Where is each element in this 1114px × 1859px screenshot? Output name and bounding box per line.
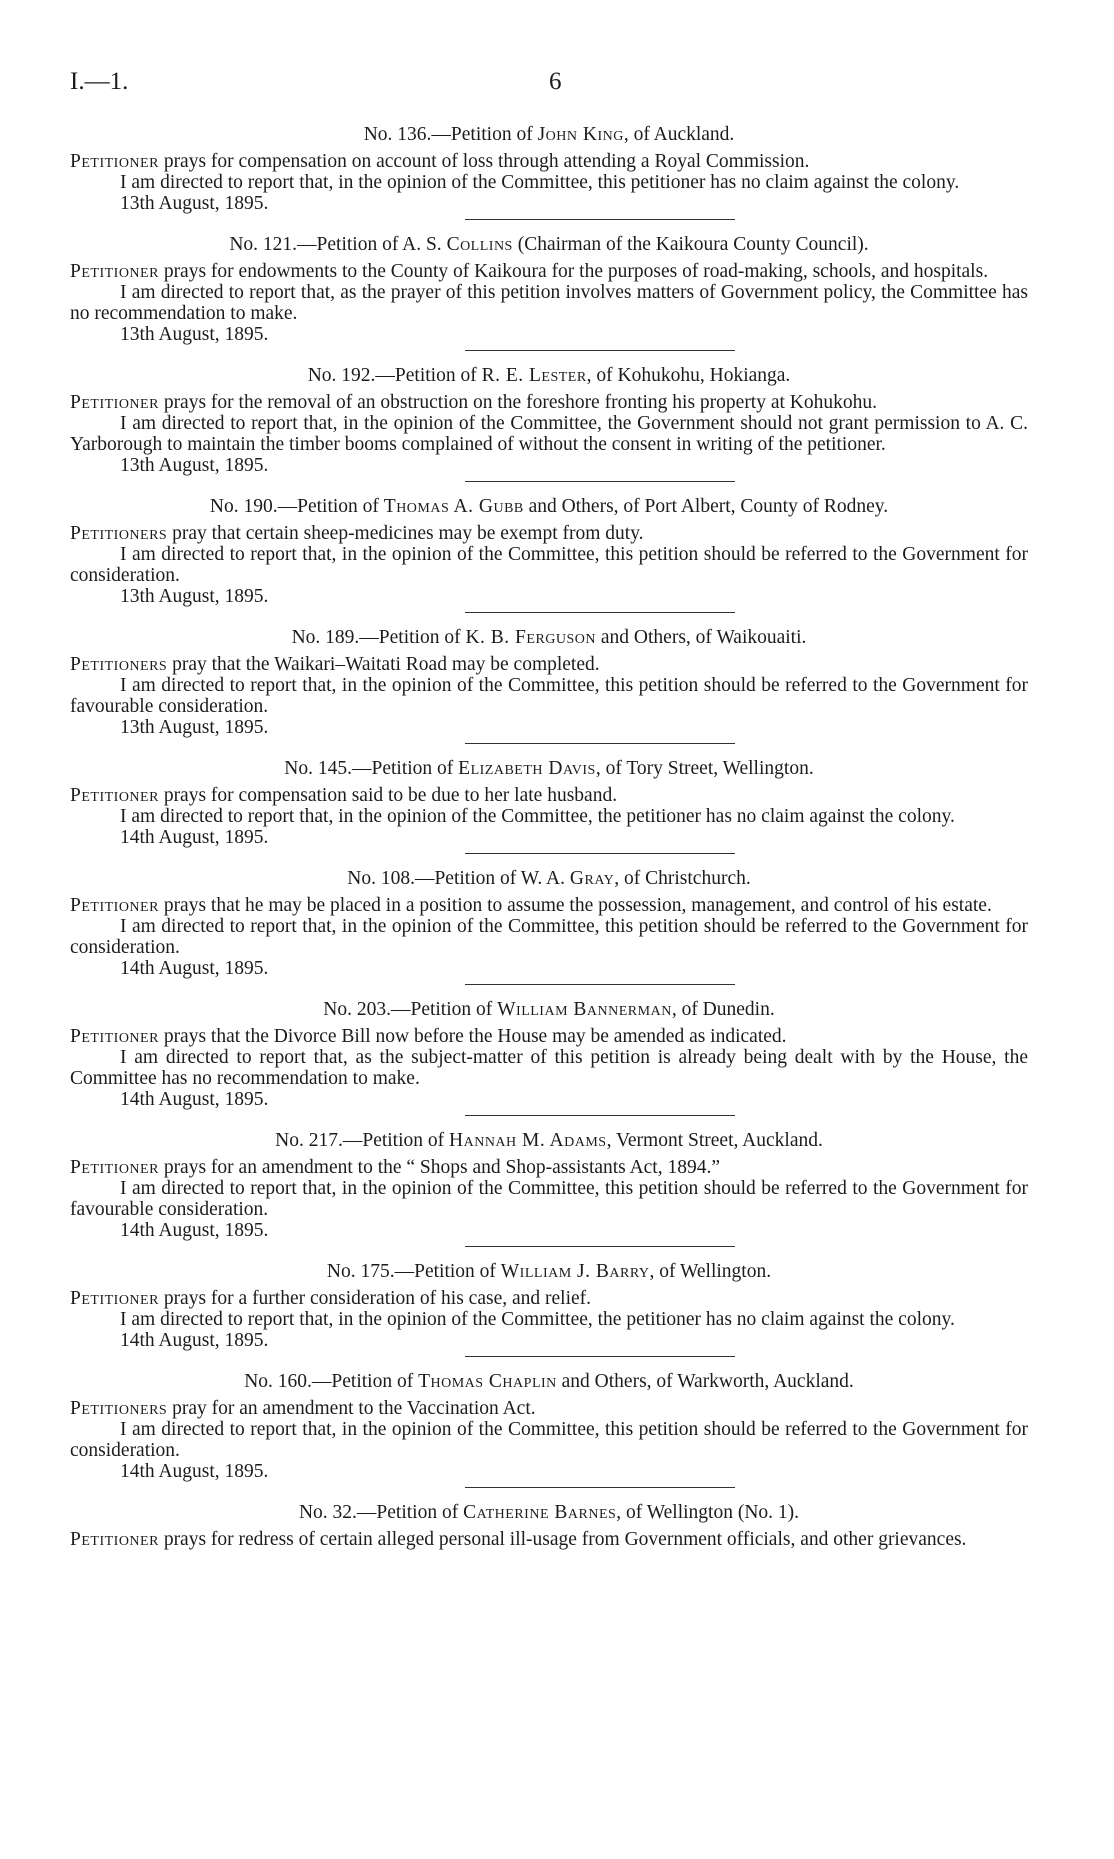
page-number: 6 [549, 68, 562, 95]
petition-prayer [70, 895, 1028, 916]
committee-report: I am directed to report that, in the opinion of the Committee, the petitioner has no claim against the colony. [120, 1309, 955, 1330]
petition-number: No. 190.—Petition of [209, 496, 384, 517]
petition-title [70, 496, 1028, 517]
petition-entry [70, 999, 1028, 1116]
prayer-lead: Petitioners [70, 523, 168, 544]
separator-rule [465, 612, 735, 613]
prayer-text: prays that the Divorce Bill now before the House may be amended as indicated. [158, 1026, 787, 1047]
petitioner-name: R. E. Lester [481, 365, 587, 386]
petition-prayer [70, 261, 1028, 282]
petition-number: No. 192.—Petition of [307, 365, 482, 386]
petition-entry [70, 868, 1028, 985]
petitioner-place: and Others, of Waikouaiti. [596, 627, 807, 648]
committee-report: I am directed to report that, as the subject-matter of this petition is already being dealt with by the House, the Committee has no recommendation to make. [70, 1047, 1028, 1089]
committee-report: I am directed to report that, in the opinion of the Committee, this petition should be referred to the Government for consideration. [70, 544, 1028, 586]
petitioner-name: Collins [446, 234, 513, 255]
petitioner-place: and Others, of Port Albert, County of Rodney. [523, 496, 889, 517]
petition-prayer [70, 1026, 1028, 1047]
separator-rule [465, 1356, 735, 1357]
report-date: 14th August, 1895. [120, 1330, 269, 1351]
petitioner-name: Hannah M. Adams [449, 1130, 607, 1151]
petition-title [70, 999, 1028, 1020]
separator-rule [465, 350, 735, 351]
committee-report: I am directed to report that, in the opinion of the Committee, the petitioner has no claim against the colony. [120, 806, 955, 827]
petitioner-place: , of Wellington (No. 1). [616, 1502, 800, 1523]
report-date: 13th August, 1895. [120, 586, 269, 607]
prayer-lead: Petitioner [70, 895, 159, 916]
petition-entry [70, 1261, 1028, 1357]
petition-prayer [70, 1157, 1028, 1178]
petition-title [70, 365, 1028, 386]
prayer-lead: Petitioner [70, 1157, 159, 1178]
petition-title [70, 1261, 1028, 1282]
petition-number: No. 136.—Petition of [363, 124, 538, 145]
separator-rule [465, 853, 735, 854]
petition-title [70, 234, 1028, 255]
petition-number: No. 145.—Petition of [284, 758, 459, 779]
separator-rule [465, 1246, 735, 1247]
petition-title [70, 758, 1028, 779]
petitioner-place: , Vermont Street, Auckland. [606, 1130, 823, 1151]
petition-title [70, 1130, 1028, 1151]
petitioner-place: and Others, of Warkworth, Auckland. [556, 1371, 854, 1392]
page-header [0, 68, 1114, 104]
petition-title [70, 124, 1028, 145]
report-date: 14th August, 1895. [120, 1089, 269, 1110]
prayer-lead: Petitioner [70, 1529, 159, 1550]
petition-number: No. 189.—Petition of [291, 627, 466, 648]
committee-report: I am directed to report that, in the opinion of the Committee, this petition should be referred to the Government for consideration. [70, 916, 1028, 958]
petition-entry [70, 1130, 1028, 1247]
prayer-lead: Petitioners [70, 654, 168, 675]
petition-prayer [70, 392, 1028, 413]
petition-prayer [70, 1529, 1028, 1550]
petition-prayer [70, 785, 1028, 806]
prayer-text: prays for compensation said to be due to her late husband. [158, 785, 618, 806]
petition-entry [70, 365, 1028, 482]
petitioner-place: , of Tory Street, Wellington. [595, 758, 814, 779]
separator-rule [465, 984, 735, 985]
petition-entry [70, 627, 1028, 744]
prayer-text: pray for an amendment to the Vaccination Act. [167, 1398, 536, 1419]
separator-rule [465, 481, 735, 482]
petitioner-place: , of Kohukohu, Hokianga. [586, 365, 791, 386]
petition-title [70, 627, 1028, 648]
petition-title [70, 1502, 1028, 1523]
separator-rule [465, 1115, 735, 1116]
petitioner-place: , of Auckland. [623, 124, 735, 145]
prayer-lead: Petitioner [70, 261, 159, 282]
petition-entry [70, 124, 1028, 220]
report-date: 13th August, 1895. [120, 193, 269, 214]
petition-number: No. 203.—Petition of [323, 999, 498, 1020]
petitions-list [70, 124, 1028, 1550]
petitioner-place: , of Christchurch. [614, 868, 751, 889]
petition-number: No. 121.—Petition of A. S. [229, 234, 447, 255]
prayer-text: prays for endowments to the County of Kaikoura for the purposes of road-making, schools, and hospitals. [158, 261, 989, 282]
petition-prayer [70, 1288, 1028, 1309]
prayer-text: pray that certain sheep-medicines may be exempt from duty. [167, 523, 644, 544]
petitioner-name: Catherine Barnes [463, 1502, 617, 1523]
prayer-lead: Petitioners [70, 1398, 168, 1419]
petitioner-name: William Bannerman [497, 999, 672, 1020]
separator-rule [465, 1487, 735, 1488]
report-date: 14th August, 1895. [120, 958, 269, 979]
report-date: 13th August, 1895. [120, 455, 269, 476]
prayer-lead: Petitioner [70, 1288, 159, 1309]
committee-report: I am directed to report that, in the opinion of the Committee, this petition should be referred to the Government for favourable consideration. [70, 675, 1028, 717]
petitioner-name: Thomas A. Gubb [383, 496, 524, 517]
petition-title [70, 1371, 1028, 1392]
petition-prayer [70, 1398, 1028, 1419]
petition-entry [70, 1371, 1028, 1488]
petition-number: No. 175.—Petition of [326, 1261, 501, 1282]
committee-report: I am directed to report that, in the opinion of the Committee, the Government should not grant permission to A. C. Yarborough to maintain the timber booms complained of without the consent in writing of the petitioner. [70, 413, 1028, 455]
petition-number: No. 32.—Petition of [298, 1502, 464, 1523]
petitioner-name: John King [537, 124, 624, 145]
petitioner-name: K. B. Ferguson [465, 627, 597, 648]
prayer-text: prays for compensation on account of loss through attending a Royal Commission. [158, 151, 810, 172]
committee-report: I am directed to report that, in the opinion of the Committee, this petitioner has no claim against the colony. [120, 172, 960, 193]
prayer-text: prays for a further consideration of his case, and relief. [158, 1288, 592, 1309]
prayer-text: prays that he may be placed in a position to assume the possession, management, and control of his estate. [158, 895, 992, 916]
petition-prayer [70, 654, 1028, 675]
prayer-lead: Petitioner [70, 392, 159, 413]
petition-entry [70, 1502, 1028, 1550]
prayer-text: prays for the removal of an obstruction on the foreshore fronting his property at Kohukohu. [158, 392, 878, 413]
petition-prayer [70, 151, 1028, 172]
petition-number: No. 217.—Petition of [275, 1130, 450, 1151]
petitioner-place: , of Wellington. [649, 1261, 772, 1282]
petitioner-place: , of Dunedin. [671, 999, 775, 1020]
prayer-lead: Petitioner [70, 785, 159, 806]
committee-report: I am directed to report that, as the prayer of this petition involves matters of Government policy, the Committee has no recommendation to make. [70, 282, 1028, 324]
prayer-text: pray that the Waikari–Waitati Road may be completed. [167, 654, 600, 675]
petition-prayer [70, 523, 1028, 544]
prayer-lead: Petitioner [70, 1026, 159, 1047]
prayer-text: prays for an amendment to the “ Shops and Shop-assistants Act, 1894.” [158, 1157, 721, 1178]
petitioner-name: Thomas Chaplin [418, 1371, 557, 1392]
prayer-lead: Petitioner [70, 151, 159, 172]
petitioner-place: (Chairman of the Kaikoura County Council). [512, 234, 869, 255]
petition-entry [70, 234, 1028, 351]
petition-entry [70, 758, 1028, 854]
report-date: 13th August, 1895. [120, 324, 269, 345]
petition-number: No. 160.—Petition of [244, 1371, 419, 1392]
document-reference: I.—1. [70, 68, 129, 95]
committee-report: I am directed to report that, in the opinion of the Committee, this petition should be referred to the Government for consideration. [70, 1419, 1028, 1461]
report-date: 14th August, 1895. [120, 1461, 269, 1482]
petition-title [70, 868, 1028, 889]
petition-number: No. 108.—Petition of W. A. [347, 868, 570, 889]
petitioner-name: William J. Barry [500, 1261, 650, 1282]
separator-rule [465, 219, 735, 220]
report-date: 13th August, 1895. [120, 717, 269, 738]
prayer-text: prays for redress of certain alleged personal ill-usage from Government officials, and other grievances. [158, 1529, 967, 1550]
report-date: 14th August, 1895. [120, 827, 269, 848]
committee-report: I am directed to report that, in the opinion of the Committee, this petition should be referred to the Government for favourable consideration. [70, 1178, 1028, 1220]
petition-entry [70, 496, 1028, 613]
report-date: 14th August, 1895. [120, 1220, 269, 1241]
petitioner-name: Gray [569, 868, 615, 889]
separator-rule [465, 743, 735, 744]
petitioner-name: Elizabeth Davis [458, 758, 596, 779]
